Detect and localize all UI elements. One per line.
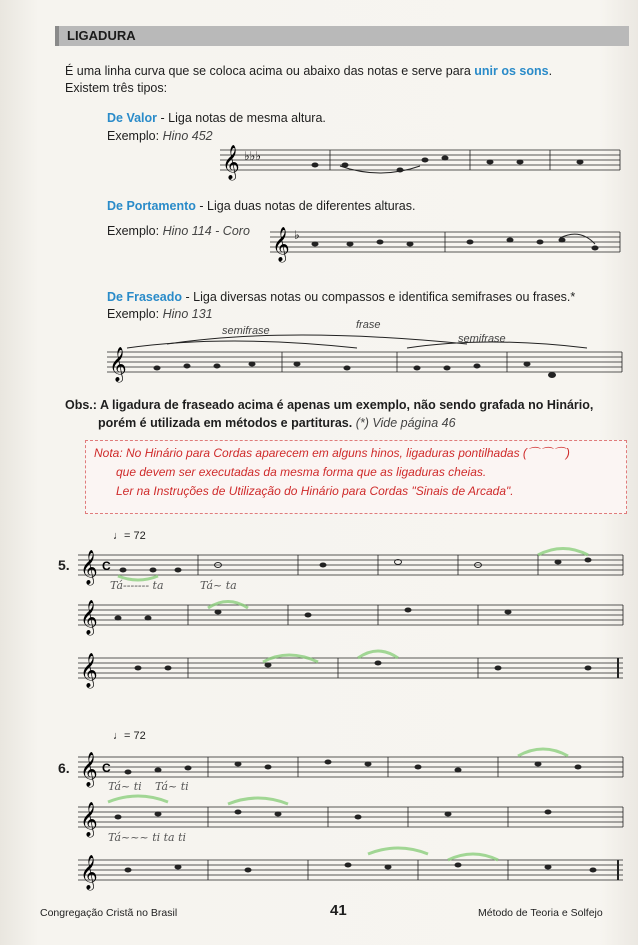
svg-text:𝄞: 𝄞 [272,227,290,262]
intro-line-2: Existem três tipos: [65,81,168,95]
syllable-ta-2: Tá~ ta [200,579,237,592]
exercise-number-5: 5. [58,557,70,573]
exercise-number-6: 6. [58,760,70,776]
label-semifrase-1: semifrase [222,325,270,337]
svg-text:𝄞: 𝄞 [109,347,127,382]
svg-text:C: C [102,761,111,775]
example-ref: Hino 131 [162,307,213,321]
note-line-1 [94,446,570,461]
intro-line-1 [65,64,552,79]
type-portamento-name: De Portamento [107,199,196,213]
staff-portamento [270,222,620,264]
type-portamento-desc: - Liga duas notas de diferentes alturas. [195,199,416,213]
note-paren: ) [565,446,570,460]
footer-right: Método de Teoria e Solfejo [478,907,603,919]
syllable-ti-2: Tá~ ti [155,780,189,793]
obs-ref: (*) Vide página 46 [352,416,456,430]
type-fraseado [107,290,575,305]
label-semifrase-2: semifrase [458,333,506,345]
label-frase: frase [356,319,381,331]
tempo-marking-5: ♩= 72 [113,530,146,542]
example-valor [107,129,213,144]
exercise-5-staves [78,540,623,690]
type-valor-desc: - Liga notas de mesma altura. [157,111,326,125]
example-ref: Hino 452 [162,129,213,143]
footer-left: Congregação Cristã no Brasil [40,907,178,919]
svg-text:𝄞: 𝄞 [80,550,98,585]
example-ref: Hino 114 - Coro [162,224,250,238]
exercise-6-staves [78,742,623,892]
svg-text:C: C [102,559,111,573]
example-label: Exemplo: [107,129,160,143]
obs-text: porém é utilizada em métodos e partituras. [98,416,353,430]
intro-text: É uma linha curva que se coloca acima ou abaixo das notas e serve para [65,64,471,78]
staff-valor [220,140,620,180]
svg-text:𝄞: 𝄞 [80,855,98,890]
tempo-marking-6: ♩= 72 [113,730,146,742]
section-title: LIGADURA [67,28,136,43]
note-text: Nota: No Hinário para Cordas aparecem em alguns hinos, ligaduras pontilhadas ( [94,446,527,460]
page-number: 41 [330,902,347,919]
svg-text:𝄞: 𝄞 [80,752,98,787]
syllable-ti-3: Tá~~~ ti ta ti [108,831,187,844]
note-line-3: Ler na Instruções de Utilização do Hinário para Cordas "Sinais de Arcada". [116,484,514,498]
svg-text:♭: ♭ [294,228,300,242]
svg-text:𝄞: 𝄞 [80,653,98,688]
note-box [85,440,627,514]
type-portamento [107,199,416,214]
obs-line-1: Obs.: A ligadura de fraseado acima é apenas um exemplo, não sendo grafada no Hinário, [65,398,594,412]
intro-highlight: unir os sons [474,64,549,78]
svg-text:♭♭♭: ♭♭♭ [244,149,261,163]
obs-line-2 [98,416,456,431]
example-portamento [107,224,250,239]
syllable-ti-1: Tá~ ti [108,780,142,793]
section-header [55,26,629,46]
svg-text:𝄞: 𝄞 [80,802,98,837]
type-fraseado-name: De Fraseado [107,290,183,304]
syllable-ta-1: Tá------- ta [110,579,164,592]
dotted-tie-symbol: ⌒⌒⌒ [526,446,566,460]
type-fraseado-desc: - Liga diversas notas ou compassos e identifica semifrases ou frases.* [182,290,576,304]
staff-fraseado [107,330,622,380]
example-label: Exemplo: [107,307,160,321]
svg-text:𝄞: 𝄞 [80,600,98,635]
type-valor [107,111,326,126]
intro-period: . [548,64,553,78]
svg-text:𝄞: 𝄞 [222,145,240,180]
type-valor-name: De Valor [107,111,158,125]
example-fraseado [107,307,213,322]
example-label: Exemplo: [107,224,160,238]
note-line-2: que devem ser executadas da mesma forma que as ligaduras cheias. [116,465,487,479]
